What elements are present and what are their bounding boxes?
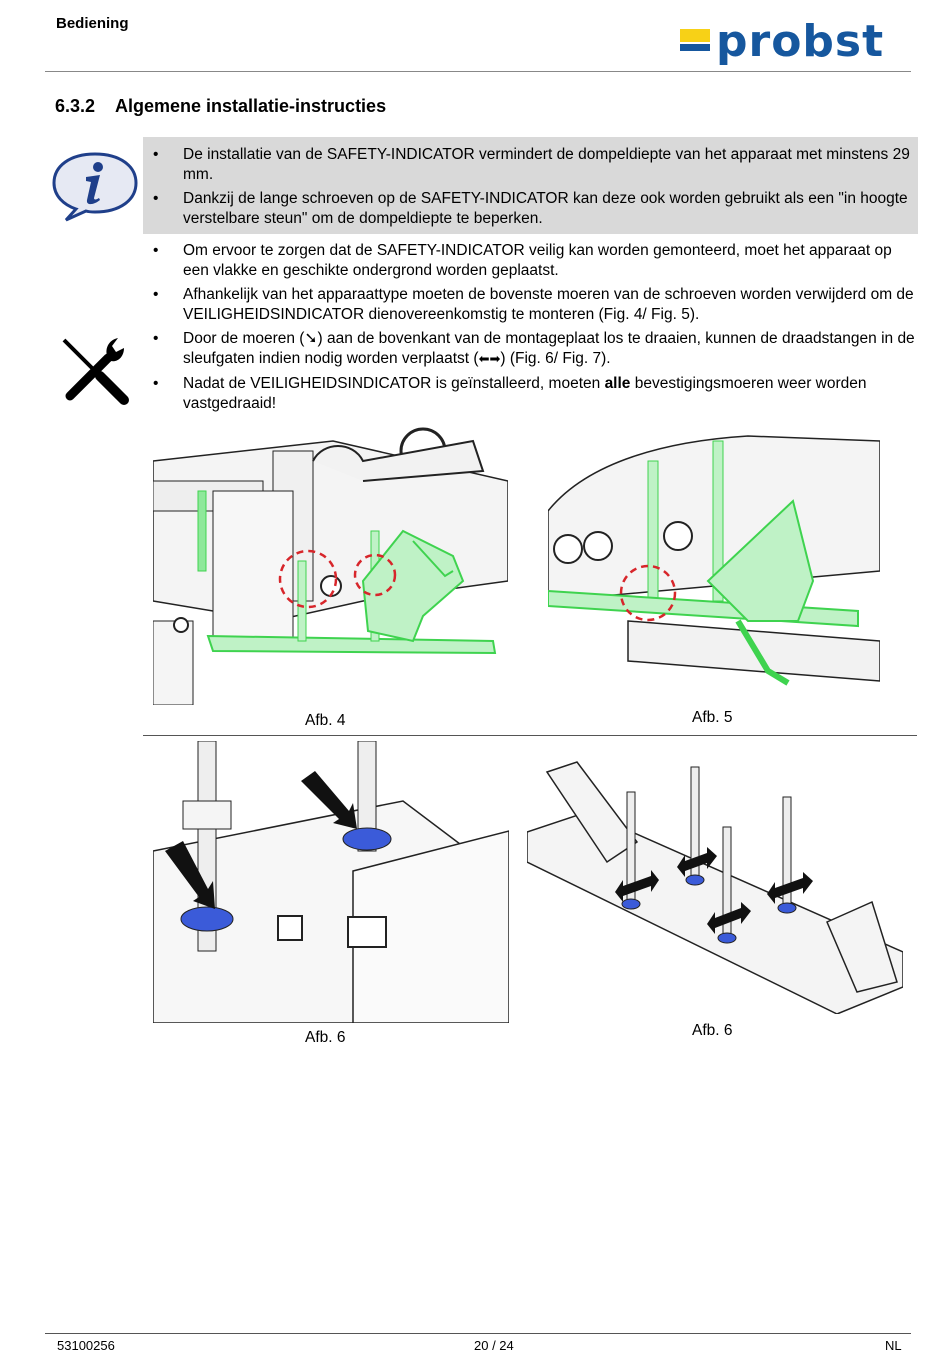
logo-wordmark: probst: [716, 16, 885, 67]
tool-bullet: • Nadat de VEILIGHEIDSINDICATOR is geïnstalleerd, moeten alle bevestigingsmoeren weer worden vastgedraaid!: [150, 374, 915, 413]
header-section-title: Bediening: [56, 15, 129, 32]
section-number: 6.3.2: [55, 96, 96, 116]
header-divider: [45, 71, 911, 72]
tool-bullet: • Door de moeren (➘) aan de bovenkant van de montageplaat los te draaien, kunnen de draadstangen in de sleufgaten indien nodig worden verplaatst (⬅➡) (Fig. 6/ Fig. 7).: [150, 329, 915, 369]
figure-4-illustration: [153, 421, 508, 705]
info-speech-bubble-icon: [50, 150, 140, 222]
footer-page-number: 20 / 24: [474, 1338, 514, 1353]
diagonal-arrow-icon: ➘: [304, 329, 318, 347]
figure-5-illustration: [548, 421, 880, 705]
figure-6b-caption: Afb. 6: [692, 1022, 733, 1039]
tool-bullet: • Afhankelijk van het apparaattype moeten de bovenste moeren van de schroeven worden verwijderd om de VEILIGHEIDSINDICATOR dienovereenkomstig te monteren (Fig. 4/ Fig. 5).: [150, 285, 915, 324]
info-bullet: • Dankzij de lange schroeven op de SAFETY-INDICATOR kan deze ook worden gebruikt als een "in hoogte verstelbare steun" om de dompeldiepte te beperken.: [150, 189, 915, 228]
figure-6b-illustration: [527, 752, 903, 1014]
info-bullet: • De installatie van de SAFETY-INDICATOR vermindert de dompeldiepte van het apparaat met minstens 29 mm.: [150, 145, 915, 184]
probst-logo: [680, 16, 905, 67]
logo-mark: [680, 29, 710, 53]
left-right-arrows-icon: ⬅➡: [478, 351, 501, 367]
tool-bullet-list: [150, 241, 915, 418]
figure-divider: [143, 735, 917, 736]
tool-bullet: • Om ervoor te zorgen dat de SAFETY-INDICATOR veilig kan worden gemonteerd, moet het apparaat op een vlakke en geschikte ondergrond worden geplaatst.: [150, 241, 915, 280]
figure-6a-illustration: [153, 741, 509, 1023]
figure-4-caption: Afb. 4: [305, 712, 346, 729]
footer-divider: [45, 1333, 911, 1334]
section-heading: [55, 96, 386, 117]
tools-wrench-screwdriver-icon: [56, 332, 132, 408]
info-bullet-list: [150, 145, 915, 233]
footer-doc-number: 53100256: [57, 1338, 115, 1353]
figure-6a-caption: Afb. 6: [305, 1029, 346, 1046]
figure-5-caption: Afb. 5: [692, 709, 733, 726]
footer-language: NL: [885, 1338, 902, 1353]
section-title: Algemene installatie-instructies: [115, 96, 387, 116]
